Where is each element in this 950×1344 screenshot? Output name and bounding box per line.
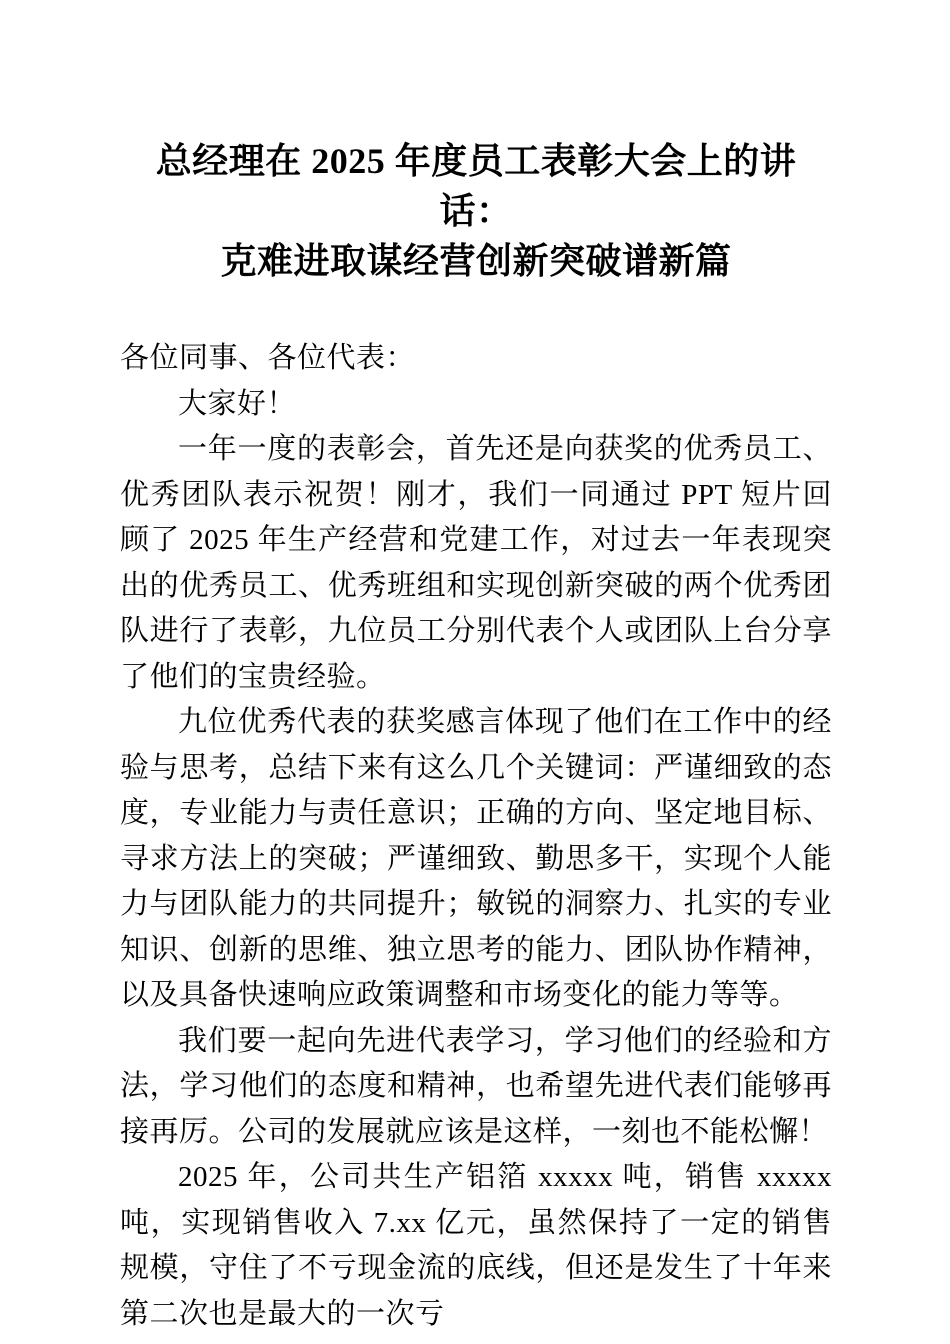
paragraph-greeting: 大家好！ <box>178 387 297 420</box>
paragraph-learning: 我们要一起向先进代表学习，学习他们的经验和方法，学习他们的态度和精神，也希望先进代表们能够再接再厉。公司的发展就应该是这样，一刻也不能松懈！ <box>120 1024 832 1148</box>
paragraph-keywords: 九位优秀代表的获奖感言体现了他们在工作中的经验与思考，总结下来有这么几个关键词：严谨细致的态度，专业能力与责任意识；正确的方向、坚定地目标、寻求方法上的突破；严谨细致、勤思多干，实现个人能力与团队能力的共同提升；敏锐的洞察力、扎实的专业知识、创新的思维、独立思考的能力、团队协作精神，以及具备快速响应政策调整和市场变化的能力等等。 <box>120 706 832 1011</box>
title-line-1: 总经理在 2025 年度员工表彰大会上的讲话： <box>155 141 797 231</box>
paragraph-results: 2025 年，公司共生产铝箔 xxxxx 吨，销售 xxxxx 吨，实现销售收入 7.xx 亿元，虽然保持了一定的销售规模，守住了不亏现金流的底线，但还是发生了十年来第二次也是最大的一次亏 <box>120 1161 832 1330</box>
document-title <box>120 136 832 286</box>
title-line-2: 克难进取谋经营创新突破谱新篇 <box>220 241 732 281</box>
paragraph-salutation: 各位同事、各位代表： <box>120 342 416 374</box>
document-body <box>120 336 832 1337</box>
paragraph-congratulations: 一年一度的表彰会，首先还是向获奖的优秀员工、优秀团队表示祝贺！刚才，我们一同通过 PPT 短片回顾了 2025 年生产经营和党建工作，对过去一年表现突出的优秀员工、优秀班组和实现创新突破的两个优秀团队进行了表彰，九位员工分别代表个人或团队上台分享了他们的宝贵经验。 <box>120 433 832 693</box>
